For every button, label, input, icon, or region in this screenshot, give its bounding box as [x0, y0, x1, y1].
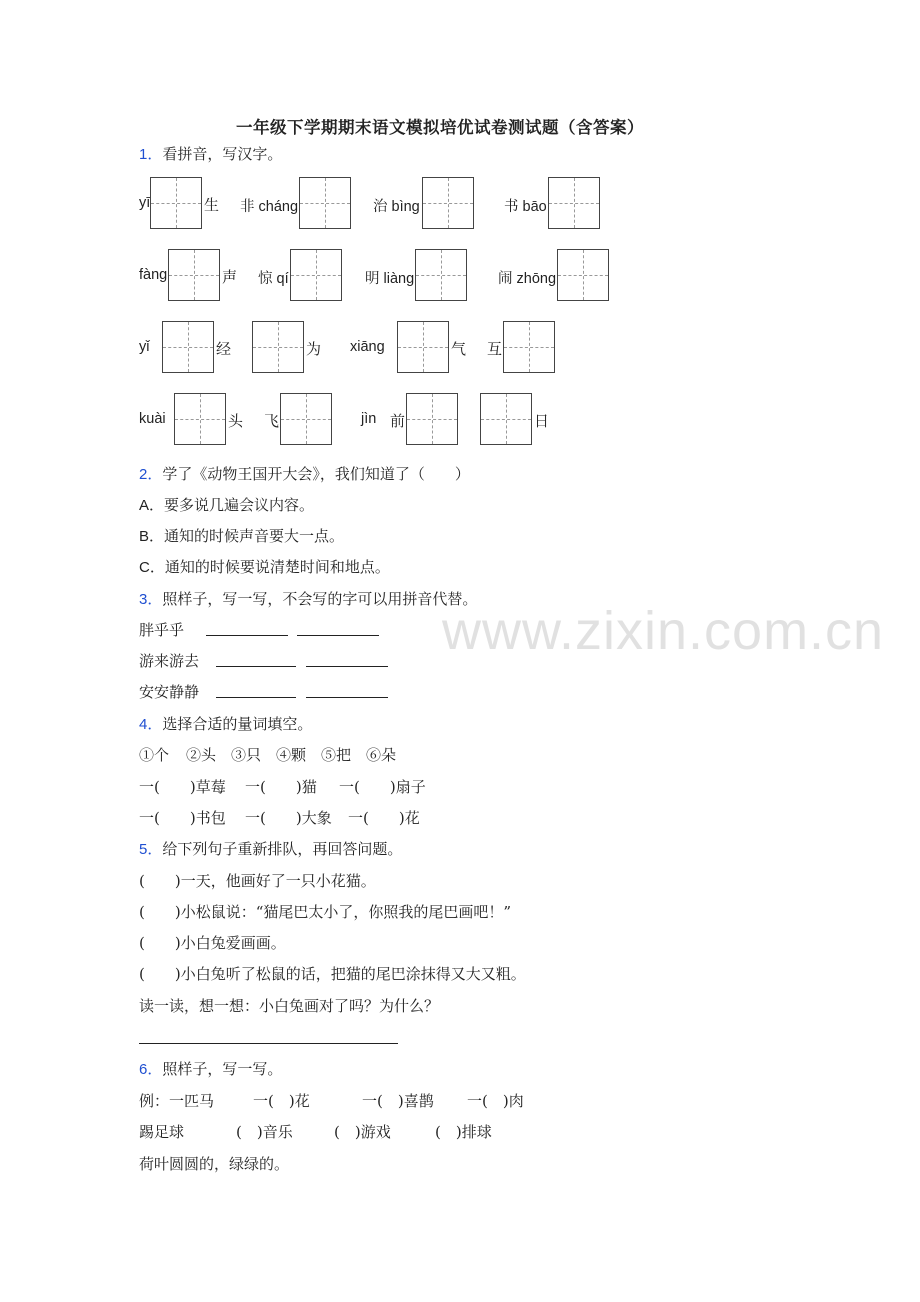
q2-option-c-text: 通知的时候要说清楚时间和地点。	[164, 558, 390, 576]
q2-header	[139, 463, 470, 484]
q6-r1-item-2[interactable]: 一( )喜鹊	[362, 1092, 434, 1110]
q2-option-b[interactable]	[139, 525, 344, 546]
q1-r1-box-1[interactable]	[150, 177, 202, 229]
q3-item-1: 胖乎乎	[139, 621, 185, 639]
q1-r4-box-2[interactable]	[280, 393, 332, 445]
q4-r2-item-1[interactable]: 一( )书包	[139, 809, 226, 827]
q1-r1-box-4[interactable]	[548, 177, 600, 229]
q1-r4-box-3[interactable]	[406, 393, 458, 445]
q6-r2-item-3[interactable]: ( )排球	[435, 1123, 492, 1141]
q2-number: 2．	[139, 466, 163, 483]
q5-question: 读一读，想一想：小白兔画对了吗？为什么？	[139, 997, 440, 1015]
q5-sentence-4[interactable]: ( )小白兔听了松鼠的话，把猫的尾巴涂抹得又大又粗。	[139, 965, 526, 983]
q4-r1-item-2[interactable]: 一( )猫	[245, 778, 317, 796]
q4-r2-item-3[interactable]: 一( )花	[348, 809, 420, 827]
q6-r1-item-3[interactable]: 一( )肉	[467, 1092, 524, 1110]
q3-item-3-blank-1[interactable]	[216, 697, 296, 698]
q6-r2-item-2[interactable]: ( )游戏	[334, 1123, 391, 1141]
q3-item-2-blank-2[interactable]	[306, 666, 388, 667]
q1-r1-word-zhibing: 治 bìng	[373, 199, 420, 215]
q2-option-c-label: C．	[139, 559, 165, 576]
q1-r2-box-2[interactable]	[290, 249, 342, 301]
q4-choice-2: ②头	[186, 746, 217, 764]
q1-r4-char-fei: 飞	[264, 412, 280, 430]
q2-option-c[interactable]	[139, 556, 390, 577]
q3-item-2-blank-1[interactable]	[216, 666, 296, 667]
q4-choice-3: ③只	[231, 746, 262, 764]
q1-r4-box-1[interactable]	[174, 393, 226, 445]
q5-number: 5．	[139, 841, 163, 858]
q4-choice-4: ④颗	[276, 746, 307, 764]
q5-sentence-3[interactable]: ( )小白兔爱画画。	[139, 934, 286, 952]
q4-number: 4．	[139, 716, 163, 733]
q1-r3-pinyin-xiang: xiāng	[350, 339, 385, 355]
q1-r3-char-qi: 气	[451, 340, 467, 358]
q4-r2-item-2[interactable]: 一( )大象	[245, 809, 332, 827]
q4-text: 选择合适的量词填空。	[162, 715, 313, 733]
q1-r3-char-jing: 经	[216, 340, 232, 358]
q1-r2-word-naozhong: 闹 zhōng	[498, 271, 557, 287]
q1-r2-word-mingliang: 明 liàng	[365, 271, 415, 287]
q1-r3-pinyin-yi: yǐ	[139, 339, 150, 355]
q6-r2-item-1[interactable]: ( )音乐	[236, 1123, 293, 1141]
q6-text: 照样子，写一写。	[162, 1060, 283, 1078]
q4-r1-item-1[interactable]: 一( )草莓	[139, 778, 226, 796]
q2-option-b-text: 通知的时候声音要大一点。	[164, 527, 345, 545]
q4-choice-5: ⑤把	[321, 746, 352, 764]
q4-choice-6: ⑥朵	[366, 746, 397, 764]
q1-r1-word-feichang: 非 cháng	[240, 199, 299, 215]
q1-r4-char-qian: 前	[390, 412, 406, 430]
q1-r2-char-sheng: 声	[222, 268, 238, 286]
q5-sentence-1[interactable]: ( )一天，他画好了一只小花猫。	[139, 872, 376, 890]
q3-number: 3．	[139, 591, 163, 608]
q6-r3-sentence: 荷叶圆圆的，绿绿的。	[139, 1155, 290, 1173]
q2-option-a-text: 要多说几遍会议内容。	[164, 496, 315, 514]
q1-r1-char-sheng: 生	[204, 196, 220, 214]
q4-choice-1: ①个	[139, 746, 170, 764]
page-title: 一年级下学期期末语文模拟培优试卷测试题（含答案）	[236, 118, 644, 137]
q4-header	[139, 713, 312, 734]
q1-r3-box-2[interactable]	[252, 321, 304, 373]
q1-r1-word-shubao: 书 bāo	[504, 199, 547, 215]
q2-option-a[interactable]	[139, 494, 314, 515]
q1-r4-pinyin-jin: jìn	[361, 411, 377, 427]
q1-r2-word-jingqi: 惊 qí	[258, 271, 289, 287]
q1-r4-box-4[interactable]	[480, 393, 532, 445]
q6-r2-example: 踢足球	[139, 1123, 185, 1141]
q1-r2-box-4[interactable]	[557, 249, 609, 301]
q1-r3-box-3[interactable]	[397, 321, 449, 373]
q3-item-2: 游来游去	[139, 652, 200, 670]
q1-text: 看拼音，写汉字。	[162, 145, 283, 163]
q1-r2-box-1[interactable]	[168, 249, 220, 301]
q1-r3-box-1[interactable]	[162, 321, 214, 373]
q4-r1-item-3[interactable]: 一( )扇子	[339, 778, 426, 796]
q2-text: 学了《动物王国开大会》，我们知道了（ ）	[162, 465, 470, 483]
q6-r1-item-1[interactable]: 一( )花	[253, 1092, 310, 1110]
q1-r3-char-wei: 为	[306, 340, 322, 358]
q1-r3-char-hu: 互	[487, 340, 503, 358]
q2-option-a-label: A．	[139, 497, 165, 514]
q1-number: 1．	[139, 146, 163, 163]
q6-header	[139, 1058, 282, 1079]
q5-answer-line[interactable]	[139, 1043, 398, 1044]
q3-item-3: 安安静静	[139, 683, 200, 701]
q3-item-3-blank-2[interactable]	[306, 697, 388, 698]
q5-text: 给下列句子重新排队，再回答问题。	[162, 840, 403, 858]
q3-text: 照样子，写一写，不会写的字可以用拼音代替。	[162, 590, 478, 608]
q2-option-b-label: B．	[139, 528, 165, 545]
q1-r2-pinyin-fang: fàng	[139, 267, 168, 283]
q1-r4-char-tou: 头	[228, 412, 244, 430]
q3-item-1-blank-2[interactable]	[297, 635, 379, 636]
q1-header	[139, 143, 282, 164]
q1-r4-char-ri: 日	[534, 412, 550, 430]
q5-header	[139, 838, 402, 859]
q1-r1-pinyin-yi: yī	[139, 195, 151, 211]
q1-r1-box-2[interactable]	[299, 177, 351, 229]
q1-r1-box-3[interactable]	[422, 177, 474, 229]
q3-header	[139, 588, 477, 609]
q3-item-1-blank-1[interactable]	[206, 635, 288, 636]
q1-r4-pinyin-kuai: kuài	[139, 411, 166, 427]
q1-r3-box-4[interactable]	[503, 321, 555, 373]
watermark: www.zixin.com.cn	[442, 601, 885, 661]
q1-r2-box-3[interactable]	[415, 249, 467, 301]
q5-sentence-2[interactable]: ( )小松鼠说：“猫尾巴太小了，你照我的尾巴画吧！”	[139, 903, 512, 921]
q6-r1-example: 例：一匹马	[139, 1092, 215, 1110]
q6-number: 6．	[139, 1061, 163, 1078]
